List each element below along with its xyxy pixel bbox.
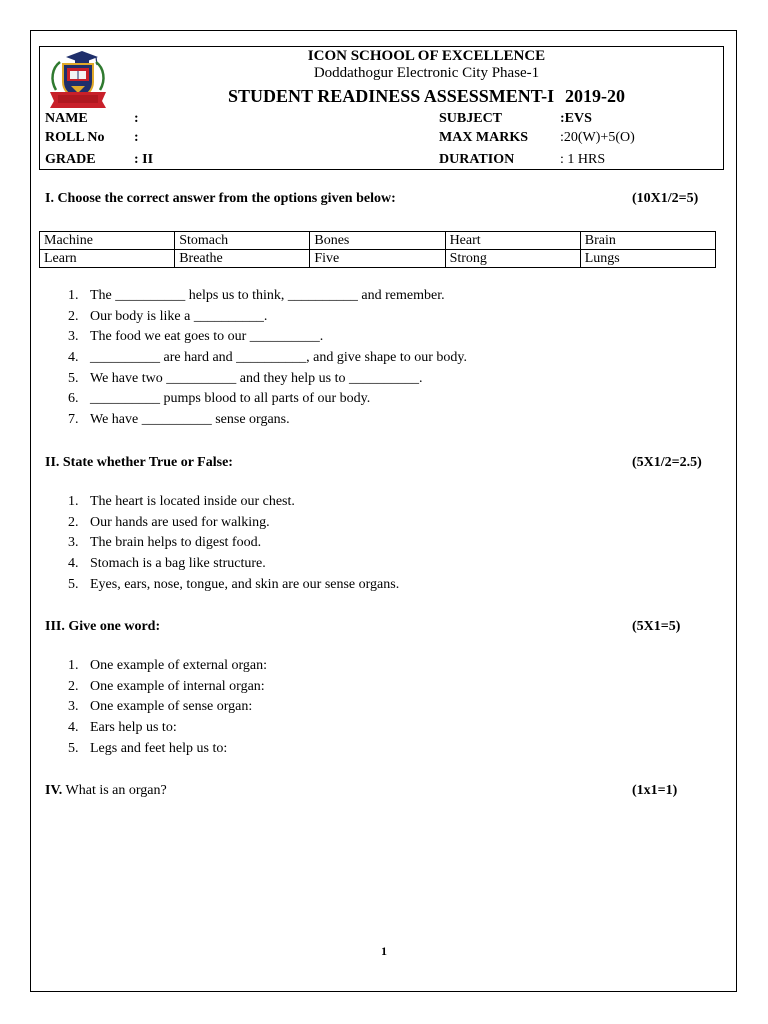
section-1-marks: (10X1/2=5) <box>632 191 699 206</box>
table-cell: Strong <box>445 250 580 268</box>
page-number: 1 <box>381 944 387 958</box>
section-4-title: What is an organ? <box>65 783 167 798</box>
subject-value: :EVS <box>560 111 592 126</box>
table-cell: Lungs <box>580 250 715 268</box>
list-item: 1. The heart is located inside our chest. <box>68 494 295 509</box>
list-item: 2. Our body is like a __________. <box>68 308 268 324</box>
name-value: : <box>134 111 139 126</box>
list-item: 5. Eyes, ears, nose, tongue, and skin are our sense organs. <box>68 576 400 592</box>
table-cell: Machine <box>40 232 175 250</box>
section-2-title: II. State whether True or False: <box>45 455 233 470</box>
list-item: 2. One example of internal organ: <box>68 678 265 694</box>
table-cell: Stomach <box>175 232 310 250</box>
section-1-title: I. Choose the correct answer from the options given below: <box>45 191 396 206</box>
school-crest-logo <box>46 48 110 110</box>
section-2-questions <box>68 492 399 595</box>
school-name: ICON SCHOOL OF EXCELLENCE <box>307 48 546 64</box>
list-item: 4. __________ are hard and __________, and give shape to our body. <box>68 350 468 366</box>
table-cell: Learn <box>40 250 175 268</box>
max-marks-label: MAX MARKS <box>439 130 529 145</box>
table-row <box>40 250 716 268</box>
table-cell: Five <box>310 250 445 268</box>
list-item: 5. Legs and feet help us to: <box>68 740 228 756</box>
list-item: 1. One example of external organ: <box>68 658 268 673</box>
name-label: NAME <box>45 111 88 126</box>
assessment-title: STUDENT READINESS ASSESSMENT-I <box>228 86 555 106</box>
table-cell: Brain <box>580 232 715 250</box>
academic-year: 2019-20 <box>565 86 625 106</box>
section-3-marks: (5X1=5) <box>632 619 681 634</box>
duration-label: DURATION <box>439 152 515 167</box>
grade-value: : II <box>134 152 154 167</box>
max-marks-value: :20(W)+5(O) <box>560 130 635 145</box>
list-item: 4. Ears help us to: <box>68 720 177 736</box>
section-3-title: III. Give one word: <box>45 619 161 634</box>
section-4-question <box>45 784 167 798</box>
section-4-marks: (1x1=1) <box>632 783 678 798</box>
section-3-questions <box>68 656 267 759</box>
grade-label: GRADE <box>45 152 96 167</box>
table-cell: Breathe <box>175 250 310 268</box>
list-item: 4. Stomach is a bag like structure. <box>68 556 266 572</box>
section-1-questions <box>68 286 467 431</box>
list-item: 6. __________ pumps blood to all parts of our body. <box>68 391 371 407</box>
roll-no-value: : <box>134 130 139 145</box>
subject-label: SUBJECT <box>439 111 503 126</box>
table-cell: Heart <box>445 232 580 250</box>
roll-no-label: ROLL No <box>45 130 105 145</box>
list-item: 7. We have __________ sense organs. <box>68 412 290 428</box>
table-cell: Bones <box>310 232 445 250</box>
list-item: 3. The food we eat goes to our __________. <box>68 329 324 345</box>
section-4-number: IV. <box>45 783 63 798</box>
list-item: 3. The brain helps to digest food. <box>68 535 262 551</box>
list-item: 2. Our hands are used for walking. <box>68 514 270 530</box>
section-2-marks: (5X1/2=2.5) <box>632 455 702 470</box>
list-item: 1. The __________ helps us to think, __________ and remember. <box>68 288 445 303</box>
list-item: 3. One example of sense organ: <box>68 699 253 715</box>
options-table <box>39 231 716 268</box>
list-item: 5. We have two __________ and they help us to __________. <box>68 370 423 386</box>
school-address: Doddathogur Electronic City Phase-1 <box>313 65 540 81</box>
table-row <box>40 232 716 250</box>
duration-value: : 1 HRS <box>560 152 606 167</box>
